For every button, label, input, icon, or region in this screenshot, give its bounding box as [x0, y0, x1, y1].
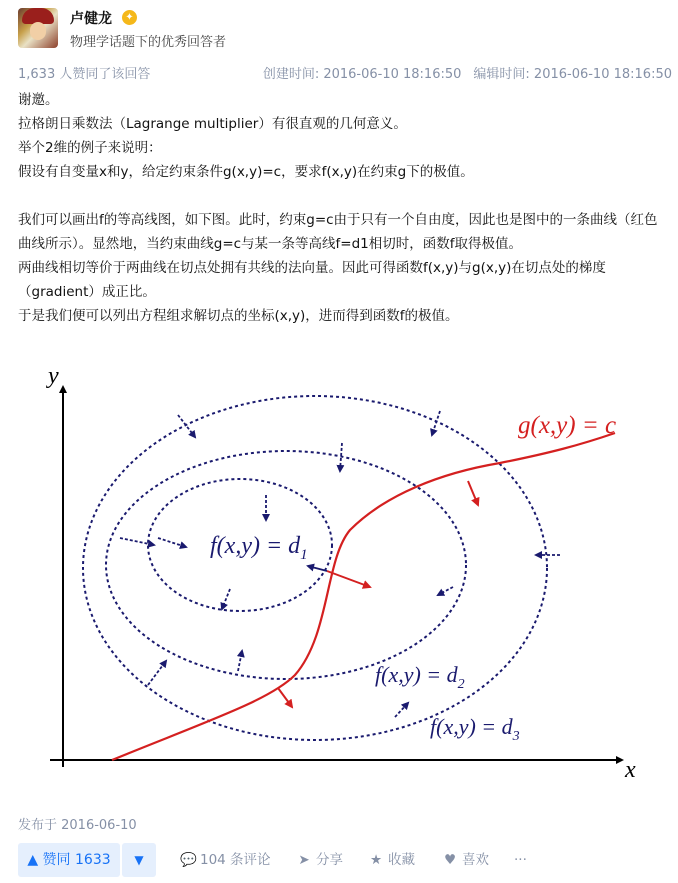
comment-icon: 💬 [180, 852, 197, 868]
answer-content [18, 88, 668, 328]
heart-icon: ♥ [443, 852, 457, 868]
x-axis-label: x [625, 757, 636, 783]
share-icon: ➤ [298, 852, 310, 868]
constraint-gradient-arrow [278, 688, 292, 707]
contour-gradient-arrows [120, 411, 560, 717]
author-avatar[interactable] [18, 8, 58, 48]
comments-button[interactable]: 💬 104 条评论 [180, 843, 271, 877]
tangent-contour-arrow [308, 566, 327, 571]
more-button[interactable] [514, 843, 527, 877]
like-count-text: 1,633 人赞同了该回答 [18, 67, 151, 82]
more-icon: ··· [514, 852, 527, 868]
contour-d2 [106, 451, 466, 679]
constraint-label: g(x,y) = c [518, 412, 617, 439]
posted-date[interactable]: 发布于 2016-06-10 [18, 818, 137, 833]
vote-down-button[interactable]: ▼ [122, 843, 156, 877]
paragraph: 谢邀。 [18, 92, 59, 108]
favorite-button[interactable]: ★ 收藏 [368, 843, 415, 877]
created-time: 创建时间: 2016-06-10 18:16:50 [262, 67, 462, 82]
paragraph: 两曲线相切等价于两曲线在切点处拥有共线的法向量。因此可得函数f(x,y)与g(x,y)在切点处的梯度（gradient）成正比。 [18, 260, 606, 300]
share-button[interactable]: ➤ 分享 [296, 843, 343, 877]
lagrange-figure[interactable] [40, 355, 660, 785]
paragraph: 拉格朗日乘数法（Lagrange multiplier）有很直观的几何意义。 [18, 116, 407, 132]
paragraph: 我们可以画出f的等高线图，如下图。此时，约束g=c由于只有一个自由度，因此也是图中的一条曲线（红色曲线所示）。显然地，当约束曲线g=c与某一条等高线f=d1相切时，函数f取得极值。 [18, 212, 658, 252]
contour1-label: $f(x,y) = d_1$ [210, 533, 308, 563]
lagrange-diagram [40, 355, 660, 785]
author-name[interactable]: 卢健龙 [70, 11, 112, 27]
edited-time: 编辑时间: 2016-06-10 18:16:50 [473, 67, 672, 82]
answer-actions [18, 843, 668, 877]
y-axis-label: y [48, 363, 59, 389]
paragraph: 于是我们便可以列出方程组求解切点的坐标(x,y)，进而得到函数f的极值。 [18, 308, 459, 324]
constraint-gradient-arrow [468, 481, 478, 505]
contour2-label: $f(x,y) = d_2$ [375, 662, 465, 692]
like-button[interactable]: ♥ 喜欢 [442, 843, 489, 877]
tangent-gradient-arrow [327, 571, 370, 587]
star-icon: ★ [369, 852, 383, 868]
paragraph: 假设有自变量x和y，给定约束条件g(x,y)=c，要求f(x,y)在约束g下的极值。 [18, 164, 474, 180]
paragraph: 举个2维的例子来说明： [18, 140, 162, 156]
verified-badge-icon: ✦ [122, 10, 137, 25]
answer-timestamps [263, 63, 672, 82]
answer-author-header [18, 6, 658, 50]
vote-up-button[interactable]: ▲ 赞同 1633 [18, 843, 120, 877]
author-tagline: 物理学话题下的优秀回答者 [70, 35, 227, 50]
contour3-label: $f(x,y) = d_3$ [430, 714, 520, 744]
